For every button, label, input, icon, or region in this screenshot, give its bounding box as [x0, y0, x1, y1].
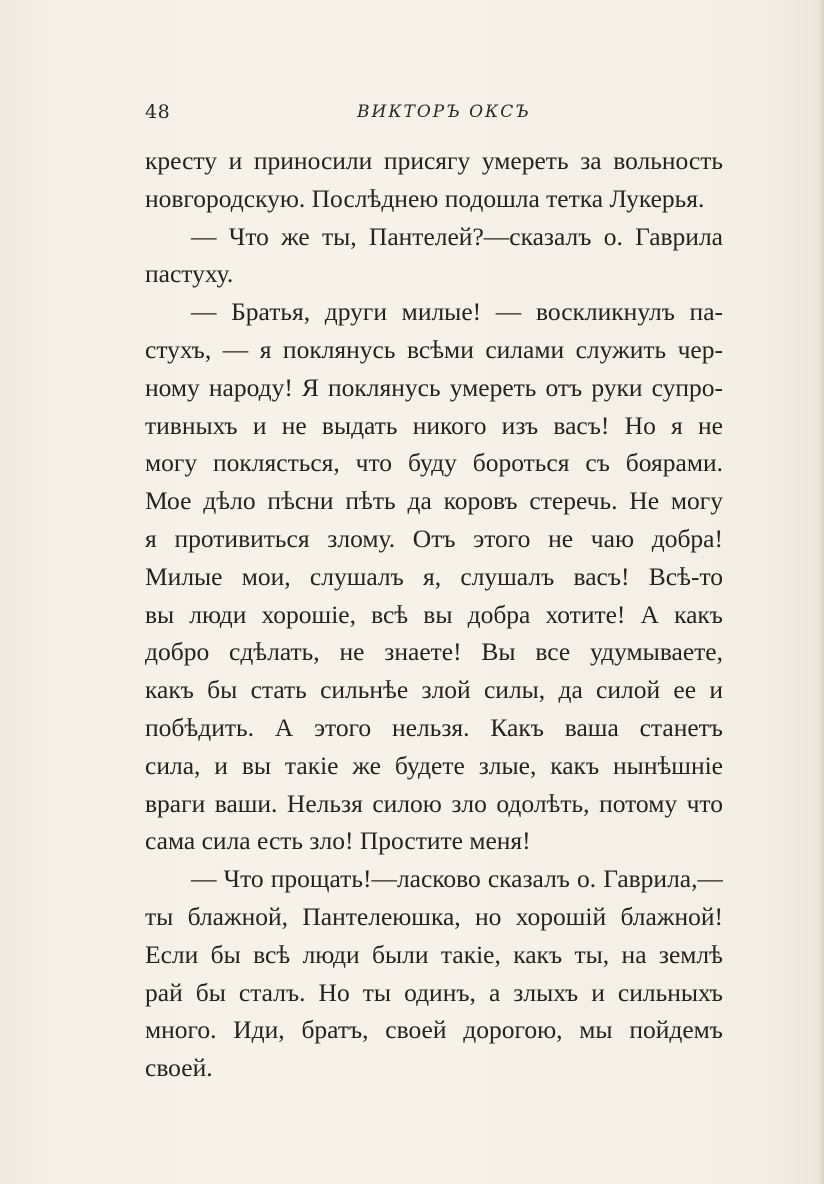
text-line: вы люди хорошіе, всѣ вы добра хотите! А какъ — [145, 599, 723, 629]
text-line: новгородскую. Послѣднею подошла тетка Лукерья. — [145, 183, 705, 213]
text-line: ному народу! Я поклянусь умереть отъ руки супро- — [145, 372, 723, 402]
page-number: 48 — [145, 101, 171, 123]
running-head: ВИКТОРЪ ОКСЪ — [357, 102, 531, 122]
text-line: я противиться злому. Отъ этого не чаю добра! — [145, 523, 723, 553]
text-line: Милые мои, слушалъ я, слушалъ васъ! Всѣ-то — [145, 561, 723, 591]
text-line: пастуху. — [145, 259, 234, 289]
page-edge-shadow — [818, 0, 824, 1184]
text-line: — Что же ты, Пантелей?—сказалъ о. Гаврила — [191, 221, 723, 251]
text-line: своей. — [145, 1053, 213, 1083]
text-line: тивныхъ и не выдать никого изъ васъ! Но я не — [145, 410, 723, 440]
text-line: побѣдить. А этого нельзя. Какъ ваша станетъ — [145, 712, 723, 742]
text-line: могу поклясться, что буду бороться съ боярами. — [145, 448, 723, 478]
text-line: добро сдѣлать, не знаете! Вы все удумываете, — [145, 637, 723, 667]
text-line: сила, и вы такіе же будете злые, какъ нынѣшніе — [145, 750, 723, 780]
text-line: рай бы сталъ. Но ты одинъ, а злыхъ и сильныхъ — [145, 977, 723, 1007]
page-header — [145, 99, 723, 129]
text-line: ты блажной, Пантелеюшка, но хорошій блажной! — [145, 901, 723, 931]
text-line: — Что прощать!—ласково сказалъ о. Гаврила,— — [191, 864, 723, 894]
text-line: Если бы всѣ люди были такіе, какъ ты, на землѣ — [145, 939, 723, 969]
text-line: Мое дѣло пѣсни пѣть да коровъ стеречь. Не могу — [145, 486, 723, 516]
text-line: кресту и приносили присягу умереть за вольность — [145, 146, 723, 175]
text-line: враги ваши. Нельзя силою зло одолѣть, потому что — [145, 788, 723, 818]
text-line: стухъ, — я поклянусь всѣми силами служить чер- — [145, 334, 723, 364]
text-line: — Братья, други милые! — воскликнулъ па- — [191, 297, 723, 327]
text-line: сама сила есть зло! Простите меня! — [145, 826, 531, 856]
text-line: много. Иди, братъ, своей дорогою, мы пойдемъ — [145, 1015, 723, 1045]
text-line: какъ бы стать сильнѣе злой силы, да силой ее и — [145, 675, 723, 705]
body-text — [145, 142, 723, 1087]
